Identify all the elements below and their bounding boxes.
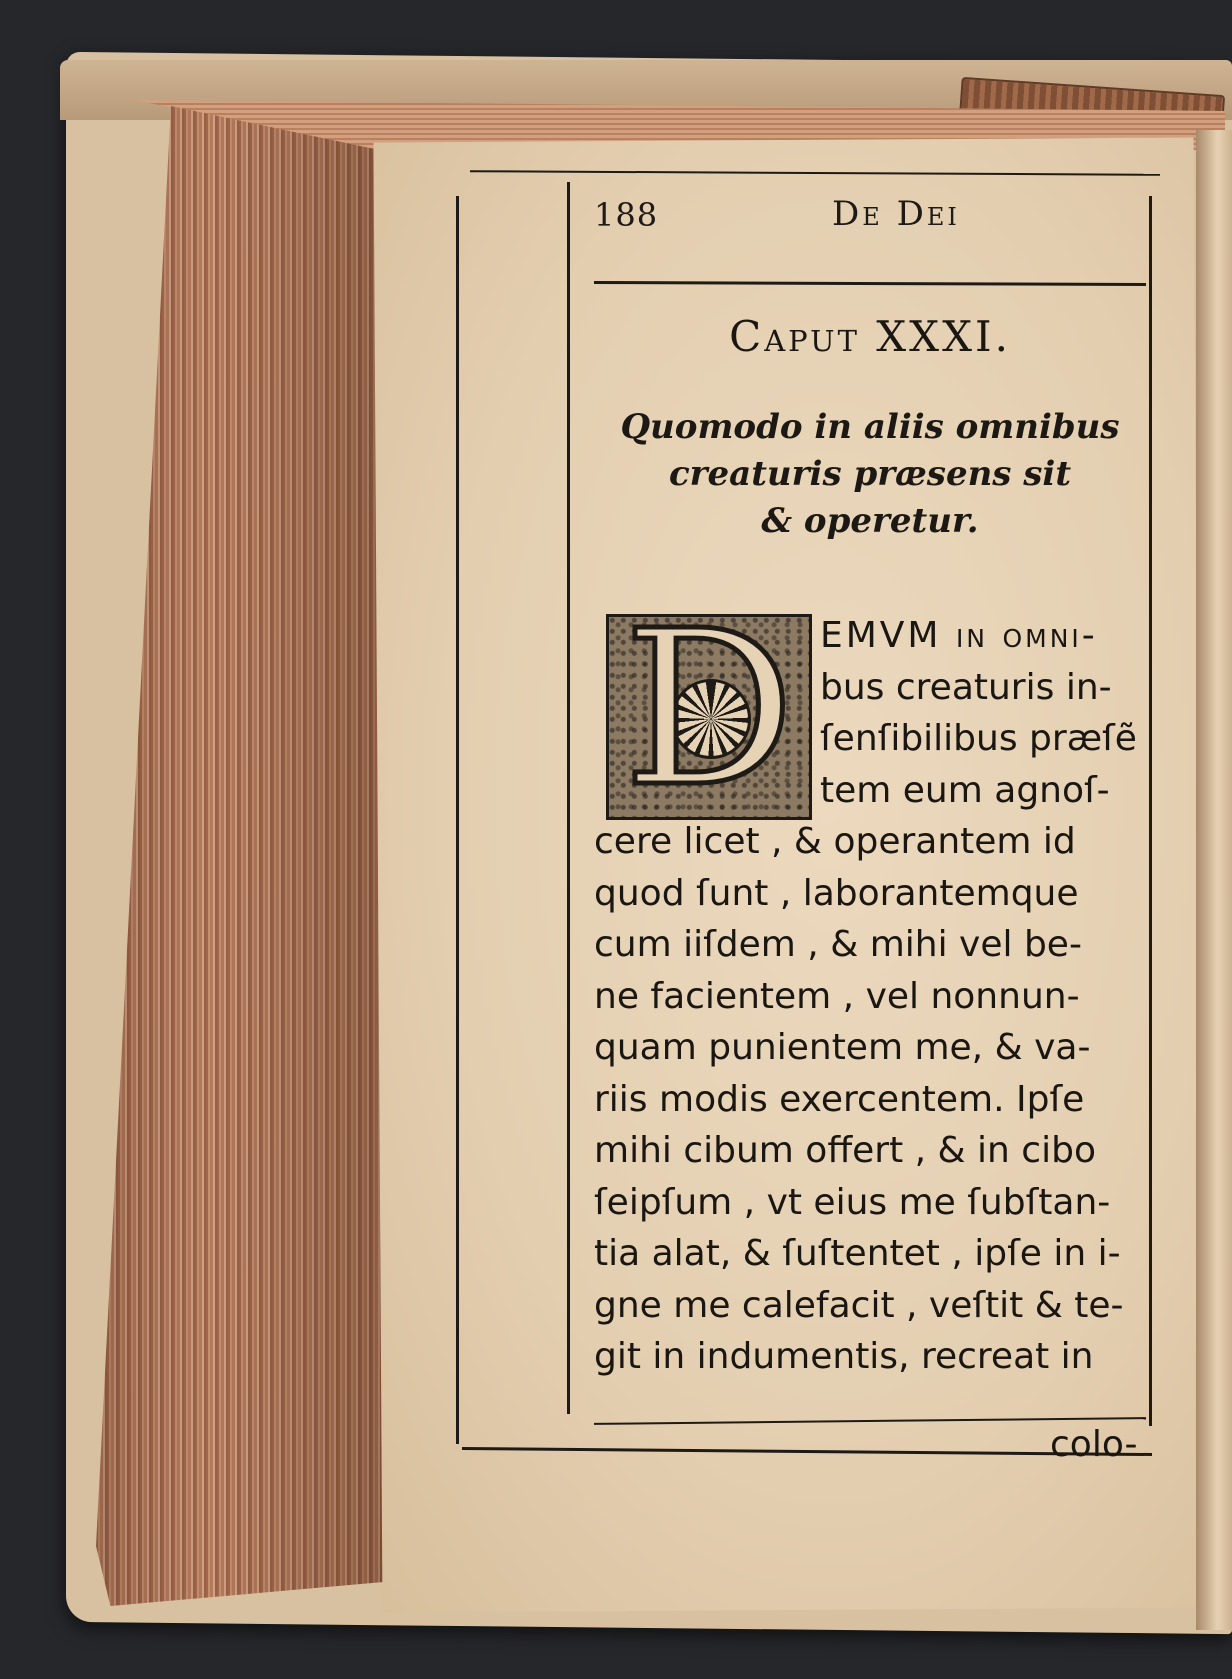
frame-left-rule <box>456 196 459 1444</box>
body-text <box>594 610 1150 1383</box>
text-line: mihi cibum offert , & in cibo <box>594 1130 1096 1171</box>
text-line: cum iiſdem , & mihi vel be- <box>594 924 1082 965</box>
catchword: colo- <box>1050 1424 1138 1465</box>
text-line: git in indumentis, recreat in <box>594 1336 1094 1377</box>
page-gutter <box>1196 130 1232 1630</box>
subtitle-line: creaturis præsens sit <box>668 454 1072 494</box>
chapter-title: Caput XXXI. <box>729 312 1011 361</box>
text-line: ne facientem , vel nonnun- <box>594 975 1080 1017</box>
text-line: ſeipſum , vt eius me ſubſtan- <box>594 1181 1111 1223</box>
text-line: bus creaturis in- <box>820 666 1112 708</box>
text-line: tia alat, & ſuſtentet , ipſe in i- <box>594 1233 1121 1274</box>
page-number: 188 <box>594 196 659 234</box>
text-line: EMVM in omni- <box>820 615 1098 656</box>
running-head: De Dei <box>832 194 960 234</box>
subtitle-line: & operetur. <box>761 501 979 541</box>
initial-letter: D <box>623 585 795 834</box>
text-line: riis modis exercentem. Ipſe <box>594 1078 1085 1120</box>
text-line: ſenſibilibus præſẽ <box>820 718 1137 759</box>
subtitle-line: Quomodo in aliis omnibus <box>620 407 1120 447</box>
text-line: quod ſunt , laborantemque <box>594 872 1079 914</box>
text-line: cere licet , & operantem id <box>594 821 1076 862</box>
chapter-subtitle <box>594 404 1146 545</box>
text-line: gne me calefacit , veſtit & te- <box>594 1284 1124 1326</box>
text-line: quam punientem me, & va- <box>594 1027 1091 1068</box>
text-line: tem eum agnoſ- <box>820 769 1110 811</box>
frame-inner-rule <box>567 182 570 1414</box>
